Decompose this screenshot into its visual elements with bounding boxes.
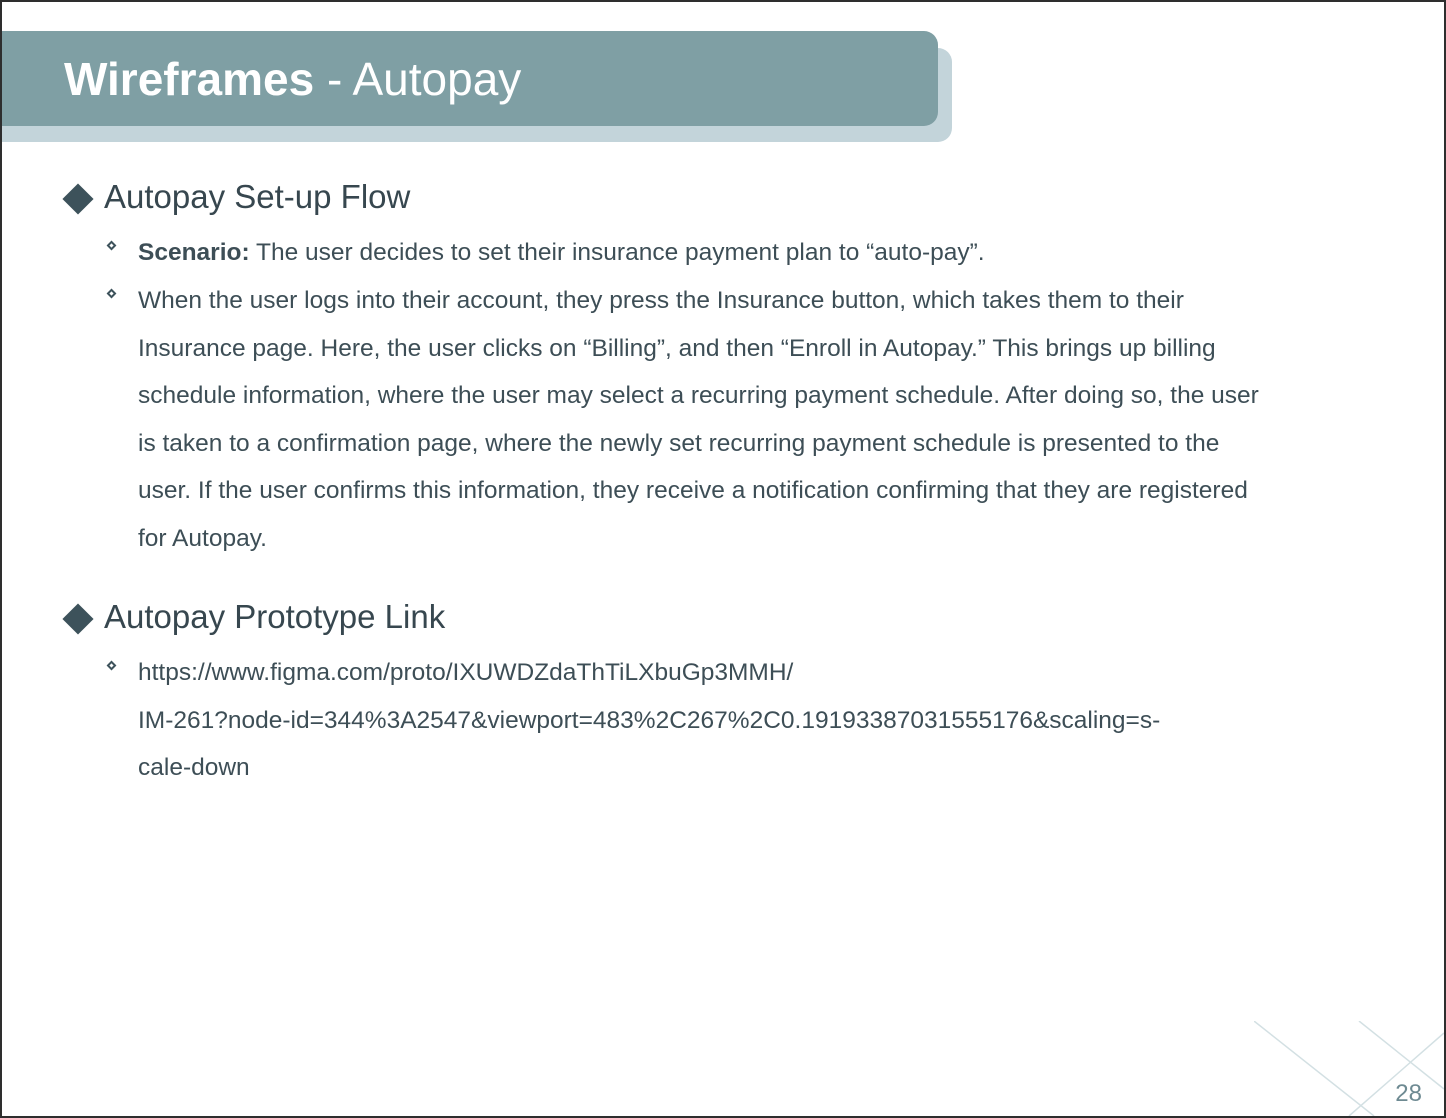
small-diamond-bullet-icon <box>107 241 117 251</box>
prototype-url-line-2[interactable]: IM-261?node-id=344%3A2547&viewport=483%2C267%2C0.19193387031555176&scaling=s- <box>138 706 1161 734</box>
flow-description-text: When the user logs into their account, they press the Insurance button, which takes them to their Insurance page. Here, the user clicks on “Billing”, and then “Enroll in Autopay.” This brings up billing schedule information, where the user may select a recurring payment schedule. After doing so, the user is taken to a confirmation page, where the newly set recurring payment schedule is presented to the user. If the user confirms this information, they receive a notification confirming that they are registered for Autopay. <box>138 287 1259 552</box>
slide-title-sub: - Autopay <box>326 53 522 105</box>
section-heading-text: Autopay Set-up Flow <box>104 178 411 215</box>
bullet-flow-description <box>108 277 1278 562</box>
section-heading-prototype-link <box>64 595 445 639</box>
scenario-text: The user decides to set their insurance payment plan to “auto-pay”. <box>249 239 985 266</box>
scenario-label: Scenario: <box>138 239 250 266</box>
slide-title <box>64 49 521 109</box>
small-diamond-bullet-icon <box>107 661 117 671</box>
prototype-url-link[interactable] <box>138 649 1308 792</box>
diamond-bullet-icon <box>64 605 88 629</box>
bullet-scenario <box>108 229 1308 277</box>
prototype-url-line-3[interactable]: cale-down <box>138 754 250 781</box>
diamond-bullet-icon <box>64 185 88 209</box>
small-diamond-bullet-icon <box>107 289 117 299</box>
bullet-text <box>138 229 1308 277</box>
page-number: 28 <box>1395 1080 1422 1107</box>
section-heading-setup-flow <box>64 175 410 219</box>
section-heading-text: Autopay Prototype Link <box>104 598 446 635</box>
bullet-prototype-url[interactable] <box>108 649 1308 792</box>
prototype-url-line-1[interactable]: https://www.figma.com/proto/IXUWDZdaThTiLXbuGp3MMH/ <box>138 659 794 686</box>
slide-title-main: Wireframes <box>64 53 315 105</box>
